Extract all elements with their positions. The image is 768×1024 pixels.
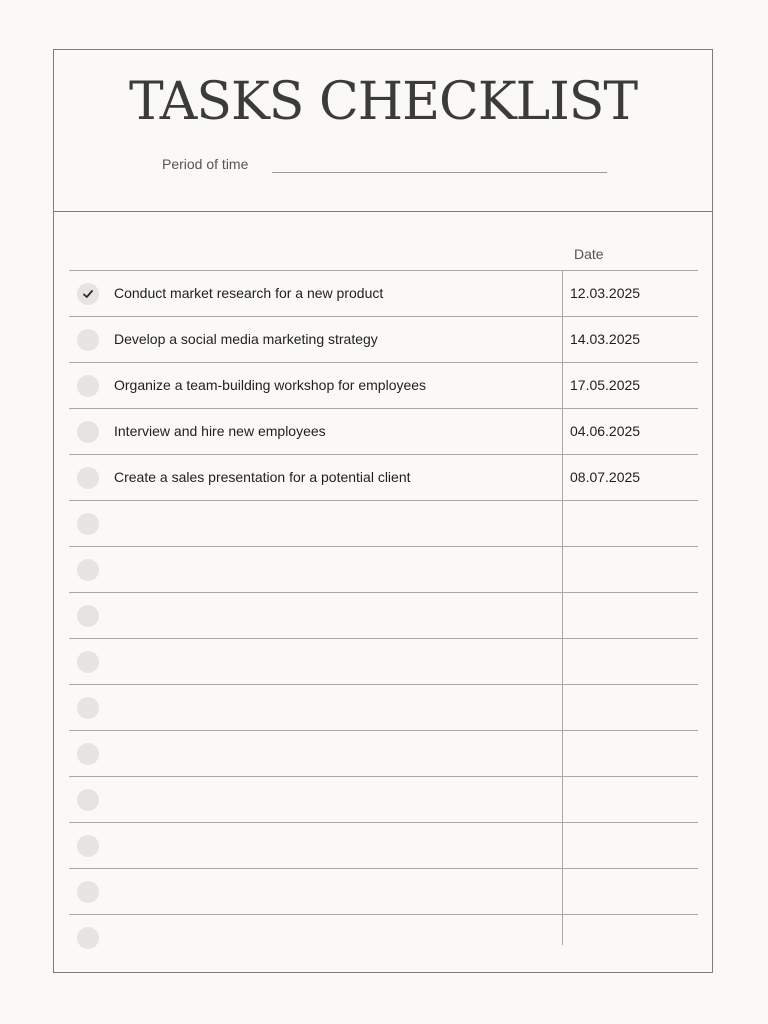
checkbox[interactable]: [77, 513, 99, 535]
table-row: [69, 270, 698, 316]
table-row: [69, 776, 698, 822]
checkbox[interactable]: [77, 329, 99, 351]
table-row: [69, 822, 698, 868]
column-divider: [562, 270, 563, 945]
checkbox[interactable]: [77, 927, 99, 949]
table-row: [69, 362, 698, 408]
header: [54, 50, 712, 212]
period-label: Period of time: [162, 156, 249, 172]
task-text[interactable]: Develop a social media marketing strategy: [114, 331, 378, 347]
table-row: [69, 546, 698, 592]
checkbox[interactable]: [77, 559, 99, 581]
task-date[interactable]: 14.03.2025: [570, 331, 641, 347]
table-row: [69, 914, 698, 960]
task-text[interactable]: Interview and hire new employees: [114, 423, 326, 439]
table-row: [69, 408, 698, 454]
table-row: [69, 730, 698, 776]
task-date[interactable]: 17.05.2025: [570, 377, 641, 393]
table-row: [69, 684, 698, 730]
checkbox[interactable]: [77, 467, 99, 489]
task-text[interactable]: Conduct market research for a new product: [114, 285, 384, 301]
table-row: [69, 868, 698, 914]
period-field[interactable]: [272, 172, 607, 173]
checkbox[interactable]: [77, 605, 99, 627]
table-row: [69, 454, 698, 500]
checklist-sheet: [53, 49, 713, 973]
table-row: [69, 500, 698, 546]
checkbox[interactable]: [77, 743, 99, 765]
date-column-header: Date: [574, 246, 604, 262]
checkmark-icon: [82, 288, 94, 300]
table-row: [69, 638, 698, 684]
task-text[interactable]: Create a sales presentation for a potential client: [114, 469, 411, 485]
table-row: [69, 316, 698, 362]
task-date[interactable]: 08.07.2025: [570, 469, 641, 485]
task-date[interactable]: 04.06.2025: [570, 423, 641, 439]
checkbox[interactable]: [77, 789, 99, 811]
checkbox[interactable]: [77, 881, 99, 903]
task-text[interactable]: Organize a team-building workshop for employees: [114, 377, 427, 393]
checkbox[interactable]: [77, 651, 99, 673]
checkbox-checked[interactable]: [77, 283, 99, 305]
page-title: TASKS CHECKLIST: [128, 72, 638, 132]
task-table: [69, 270, 698, 960]
checkbox[interactable]: [77, 835, 99, 857]
table-row: [69, 592, 698, 638]
checkbox[interactable]: [77, 375, 99, 397]
task-date[interactable]: 12.03.2025: [570, 285, 641, 301]
checkbox[interactable]: [77, 421, 99, 443]
checkbox[interactable]: [77, 697, 99, 719]
